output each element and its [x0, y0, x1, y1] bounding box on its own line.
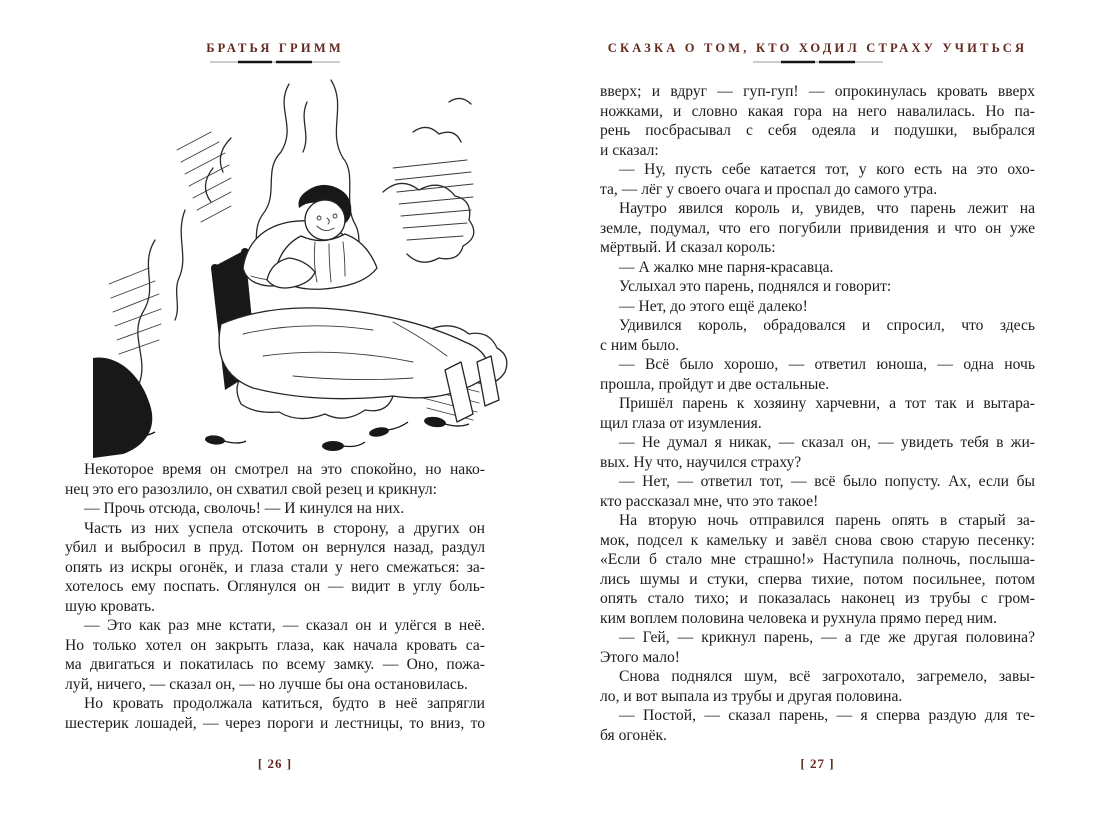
text-line: — Это как раз мне кстати, — сказал он и улёгся в неё.	[84, 617, 485, 634]
text-line: — Всё было хорошо, — ответил юноша, — одна ночь	[619, 356, 1035, 373]
text-line: земле, подумал, что его погубили привидения и что он уже	[600, 219, 1035, 237]
text-line: Снова поднялся шум, всё загрохотало, загремело, завы-	[619, 668, 1035, 685]
text-line: опять из искры огонёк, и глаза стали у него смежаться: за-	[65, 558, 485, 576]
text-line: — Постой, — сказал парень, — я сперва раздую для те-	[619, 707, 1035, 724]
text-line: лись шумы и стуки, сперва тихие, потом посильнее, потом	[600, 570, 1035, 588]
text-line: Пришёл парень к хозяину харчевни, а тот так и вытара-	[619, 395, 1035, 412]
text-line: та, — лёг у своего очага и проспал до самого утра.	[600, 180, 938, 198]
text-line: луй, ничего, — сказал он, — но лучше бы она остановилась.	[65, 675, 468, 693]
text-line: кто рассказал мне, что это такое!	[600, 492, 819, 510]
text-line: — А жалко мне парня-красавца.	[619, 258, 834, 276]
page-right	[600, 0, 1035, 825]
text-line: нец это его разозлило, он схватил свой резец и крикнул:	[65, 480, 438, 498]
text-line: бя огонёк.	[600, 726, 667, 744]
text-line: ким воплем половина человека и рухнула прямо перед ним.	[600, 609, 998, 627]
text-line: вверх; и вдруг — гуп-гуп! — опрокинулась кровать вверх	[600, 83, 1035, 100]
text-line: прошла, пройдут и две остальные.	[600, 375, 830, 393]
text-line: Некоторое время он смотрел на это спокойно, но нако-	[84, 461, 485, 478]
body-text-left	[65, 460, 485, 733]
text-line: и сказал:	[600, 141, 659, 159]
text-line: щил глаза от изумления.	[600, 414, 762, 432]
text-line: Услыхал это парень, поднялся и говорит:	[619, 278, 892, 295]
text-line: Этого мало!	[600, 648, 680, 666]
page-number-left: [ 26 ]	[257, 756, 293, 771]
text-line: мёртвый. И сказал король:	[600, 239, 776, 256]
text-line: мок, подсел к камельку и завёл снова свою старую песенку:	[600, 531, 1035, 549]
running-header-left: БРАТЬЯ ГРИММ	[206, 41, 344, 55]
header-rule-right	[600, 59, 1035, 77]
text-line: — Не думал я никак, — сказал он, — увидеть тебя в жи-	[619, 434, 1035, 451]
text-line: — Гей, — крикнул парень, — а где же другая половина?	[619, 629, 1035, 646]
illustration-etching	[93, 72, 533, 460]
text-line: ножками, и словно какая гора на него навалилась. Но па-	[600, 102, 1035, 120]
text-line: Но кровать продолжала катиться, будто в неё запрягли	[84, 695, 485, 712]
text-line: ма двигаться и покатилась по всему замку. — Оно, пожа-	[65, 656, 485, 673]
text-line: опять стало тихо; и показалась наконец из трубы с гром-	[600, 590, 1035, 607]
text-line: рень посбрасывал с себя одеяла и подушки, выбрался	[600, 122, 1035, 139]
text-line: — Нет, до этого ещё далеко!	[619, 297, 808, 315]
text-line: вых. Ну что, научился страху?	[600, 453, 802, 471]
text-line: с ним было.	[600, 336, 680, 354]
text-line: Часть из них успела отскочить в сторону, а других он	[84, 519, 485, 537]
text-line: убил и выбросил в пруд. Потом он вернулся назад, раздул	[65, 539, 485, 556]
text-line: На вторую ночь отправился парень опять в старый за-	[619, 512, 1035, 529]
text-line: Но только хотел он закрыть глаза, как начала кровать са-	[65, 636, 485, 654]
text-line: ло, и вот выпала из трубы и другая половина.	[600, 687, 903, 705]
text-line: шестерик лошадей, — через пороги и лестницы, то вниз, то	[65, 714, 485, 732]
text-line: Удивился король, обрадовался и спросил, что здесь	[619, 317, 1035, 334]
page-left	[65, 0, 485, 825]
text-line: «Если б стало мне страшно!» Наступила полночь, послыша-	[600, 551, 1035, 568]
text-line: шую кровать.	[65, 597, 156, 615]
running-header-right: СКАЗКА О ТОМ, КТО ХОДИЛ СТРАХУ УЧИТЬСЯ	[607, 41, 1028, 55]
body-text-right	[600, 82, 1035, 745]
text-line: Наутро явился король и, увидев, что парень лежит на	[619, 200, 1035, 217]
text-line: — Ну, пусть себе катается тот, у кого есть на это охо-	[619, 161, 1035, 178]
text-line: хотелось ему поспать. Оглянулся он — видит в углу боль-	[65, 578, 485, 595]
text-line: — Прочь отсюда, сволочь! — И кинулся на них.	[84, 500, 405, 517]
page-number-right: [ 27 ]	[800, 756, 835, 771]
text-line: — Нет, — ответил тот, — всё было попусту. Ах, если бы	[619, 473, 1035, 490]
rats	[106, 416, 469, 451]
